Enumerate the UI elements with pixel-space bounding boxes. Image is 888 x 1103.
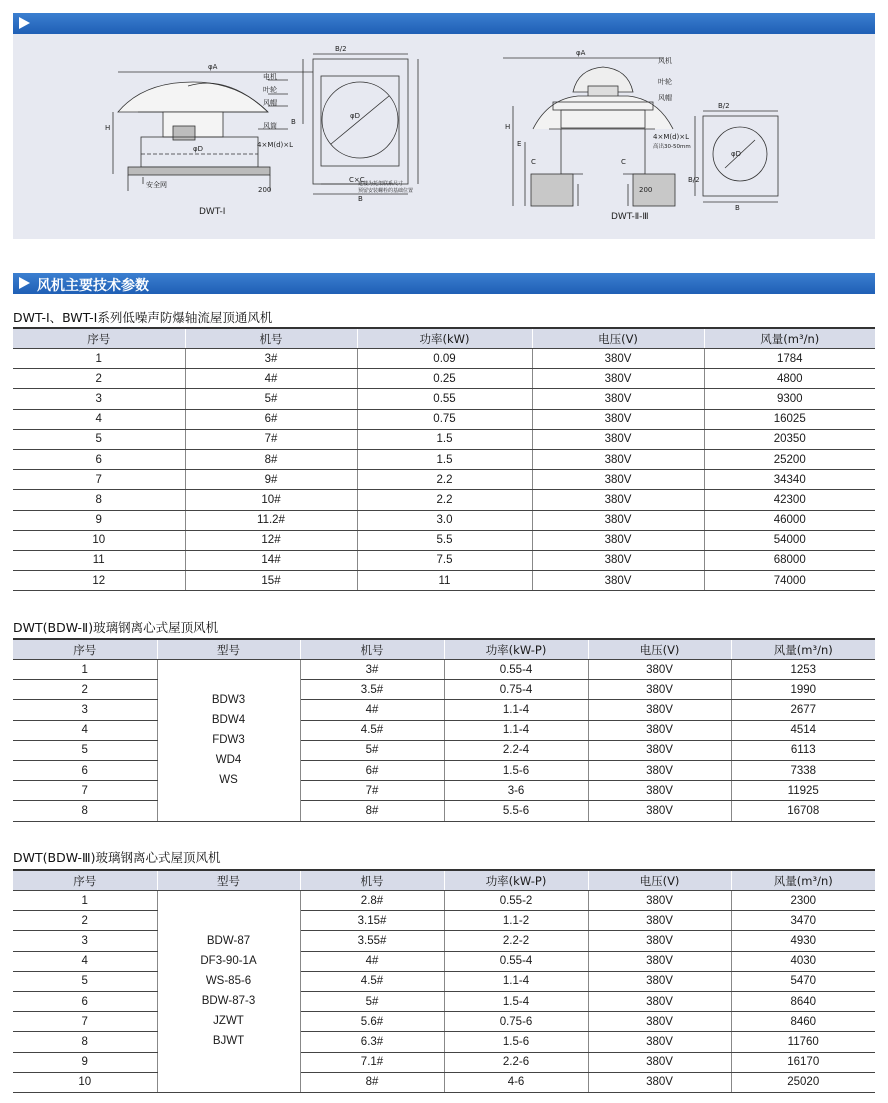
table-row <box>13 1072 875 1092</box>
cell-power: 2.2 <box>357 470 532 490</box>
cell-airflow: 7338 <box>731 760 875 780</box>
cell-power: 1.5-6 <box>444 1032 588 1052</box>
dim-label: φD <box>350 112 361 120</box>
spec-table-dwt1 <box>13 327 875 591</box>
fan-drawing-panel <box>13 34 875 239</box>
cell-power: 0.55 <box>357 389 532 409</box>
cell-power: 0.75-6 <box>444 1012 588 1032</box>
cell-machine-no: 4.5# <box>300 720 444 740</box>
table-row <box>13 781 875 801</box>
section-heading: 风机主要技术参数 <box>37 278 149 294</box>
dim-label: C <box>531 158 536 166</box>
dim-label: B/2 <box>335 45 347 53</box>
drawing-caption-right: DWT-Ⅱ-Ⅲ <box>611 212 649 222</box>
model-name: WD4 <box>215 754 242 767</box>
cell-voltage: 380V <box>588 1032 731 1052</box>
column-header: 机号 <box>300 639 444 660</box>
cell-power: 0.55-4 <box>444 660 588 680</box>
cell-index: 7 <box>13 781 157 801</box>
cell-voltage: 380V <box>532 530 704 550</box>
cell-index: 7 <box>13 1012 157 1032</box>
cell-voltage: 380V <box>532 389 704 409</box>
table-title: DWT-Ⅰ、BWT-Ⅰ系列低噪声防爆轴流屋顶通风机 <box>13 310 273 325</box>
cell-machine-no: 5# <box>185 389 357 409</box>
model-name: JZWT <box>213 1015 244 1028</box>
cell-index: 2 <box>13 911 157 931</box>
cell-voltage: 380V <box>532 349 704 369</box>
cell-power: 1.5-4 <box>444 991 588 1011</box>
dim-label: 4×M(d)×L <box>653 133 690 141</box>
cell-index: 8 <box>13 801 157 821</box>
cell-machine-no: 15# <box>185 571 357 591</box>
cell-index: 6 <box>13 760 157 780</box>
dim-label: 200 <box>258 186 272 194</box>
cell-voltage: 380V <box>588 760 731 780</box>
cell-airflow: 11925 <box>731 781 875 801</box>
cell-index: 7 <box>13 470 185 490</box>
column-header: 序号 <box>13 328 185 349</box>
dim-label: B <box>291 118 296 126</box>
column-header: 电压(V) <box>588 639 731 660</box>
dim-label: B <box>358 195 363 203</box>
cell-model-list <box>157 891 300 1093</box>
cell-voltage: 380V <box>588 1012 731 1032</box>
part-label-impeller: 叶轮 <box>263 86 277 94</box>
cell-machine-no: 5# <box>300 740 444 760</box>
table-row <box>13 991 875 1011</box>
cell-machine-no: 3.15# <box>300 911 444 931</box>
cell-machine-no: 4# <box>185 369 357 389</box>
cell-index: 4 <box>13 951 157 971</box>
play-arrow-icon <box>19 277 30 289</box>
cell-index: 1 <box>13 349 185 369</box>
cell-airflow: 25020 <box>731 1072 875 1092</box>
cell-machine-no: 11.2# <box>185 510 357 530</box>
cell-machine-no: 2.8# <box>300 891 444 911</box>
table-title: DWT(BDW-Ⅱ)玻璃钢离心式屋顶风机 <box>13 620 219 635</box>
cell-airflow: 74000 <box>704 571 875 591</box>
table-row <box>13 349 875 369</box>
cell-index: 3 <box>13 931 157 951</box>
table-row <box>13 911 875 931</box>
table-row <box>13 470 875 490</box>
column-header: 风量(m³/n) <box>731 639 875 660</box>
cell-airflow: 6113 <box>731 740 875 760</box>
column-header: 型号 <box>157 870 300 891</box>
table-row <box>13 571 875 591</box>
cell-airflow: 5470 <box>731 971 875 991</box>
cell-index: 5 <box>13 740 157 760</box>
cell-power: 1.1-4 <box>444 720 588 740</box>
dim-label: B/2 <box>718 102 730 110</box>
cell-machine-no: 12# <box>185 530 357 550</box>
cell-index: 10 <box>13 530 185 550</box>
column-header: 序号 <box>13 870 157 891</box>
cell-index: 3 <box>13 700 157 720</box>
model-name: BDW3 <box>211 694 246 707</box>
column-header: 风量(m³/n) <box>704 328 875 349</box>
cell-airflow: 4030 <box>731 951 875 971</box>
cell-power: 0.25 <box>357 369 532 389</box>
model-name: WS <box>219 774 238 787</box>
table-row <box>13 951 875 971</box>
cell-index: 9 <box>13 1052 157 1072</box>
cell-machine-no: 4.5# <box>300 971 444 991</box>
cell-power: 5.5 <box>357 530 532 550</box>
cell-airflow: 1990 <box>731 680 875 700</box>
part-label-duct: 风筒 <box>263 122 277 130</box>
cell-machine-no: 5# <box>300 991 444 1011</box>
cell-power: 1.1-4 <box>444 971 588 991</box>
cell-machine-no: 6# <box>300 760 444 780</box>
cell-airflow: 4800 <box>704 369 875 389</box>
cell-machine-no: 7# <box>300 781 444 801</box>
cell-index: 2 <box>13 680 157 700</box>
dim-label: 4×M(d)×L <box>257 141 294 149</box>
cell-voltage: 380V <box>588 700 731 720</box>
table-row <box>13 429 875 449</box>
cell-airflow: 9300 <box>704 389 875 409</box>
model-name: BDW-87-3 <box>201 995 256 1008</box>
table-row <box>13 660 875 680</box>
cell-voltage: 380V <box>588 891 731 911</box>
model-name: BDW-87 <box>206 935 251 948</box>
cell-voltage: 380V <box>532 571 704 591</box>
cell-machine-no: 7.1# <box>300 1052 444 1072</box>
cell-power: 2.2 <box>357 490 532 510</box>
part-label-motor: 电机 <box>263 73 277 81</box>
table-row <box>13 740 875 760</box>
table-row <box>13 510 875 530</box>
cell-airflow: 1784 <box>704 349 875 369</box>
cell-power: 2.2-4 <box>444 740 588 760</box>
dim-label: φA <box>208 63 218 71</box>
dim-label: B/2 <box>688 176 700 184</box>
table-row <box>13 490 875 510</box>
cell-airflow: 46000 <box>704 510 875 530</box>
cell-voltage: 380V <box>588 991 731 1011</box>
cell-index: 2 <box>13 369 185 389</box>
part-label-impeller: 叶轮 <box>658 78 672 86</box>
cell-power: 5.5-6 <box>444 801 588 821</box>
cell-machine-no: 6# <box>185 409 357 429</box>
cell-machine-no: 7# <box>185 429 357 449</box>
play-arrow-icon <box>19 17 30 29</box>
cell-machine-no: 3# <box>185 349 357 369</box>
cell-power: 1.5 <box>357 449 532 469</box>
cell-machine-no: 4# <box>300 951 444 971</box>
cell-voltage: 380V <box>532 490 704 510</box>
cell-machine-no: 6.3# <box>300 1032 444 1052</box>
model-name: BDW4 <box>211 714 246 727</box>
dim-label: H <box>105 124 111 132</box>
cell-voltage: 380V <box>532 470 704 490</box>
cell-voltage: 380V <box>588 781 731 801</box>
cell-index: 8 <box>13 490 185 510</box>
cell-airflow: 16170 <box>731 1052 875 1072</box>
cell-index: 4 <box>13 720 157 740</box>
cell-index: 1 <box>13 660 157 680</box>
cell-power: 2.2-6 <box>444 1052 588 1072</box>
cell-airflow: 16708 <box>731 801 875 821</box>
model-name: BJWT <box>212 1035 245 1048</box>
cell-airflow: 42300 <box>704 490 875 510</box>
cell-power: 0.55-4 <box>444 951 588 971</box>
spec-table-bdw2 <box>13 638 875 822</box>
cell-airflow: 34340 <box>704 470 875 490</box>
column-header: 电压(V) <box>532 328 704 349</box>
table-row <box>13 1032 875 1052</box>
cell-voltage: 380V <box>588 680 731 700</box>
cell-index: 4 <box>13 409 185 429</box>
cell-voltage: 380V <box>588 801 731 821</box>
cell-machine-no: 3.5# <box>300 680 444 700</box>
cell-index: 6 <box>13 449 185 469</box>
note-label: 高出30-50mm <box>653 144 691 150</box>
note-label: 预留安装螺栓的基础位置 <box>358 188 414 194</box>
cell-airflow: 16025 <box>704 409 875 429</box>
cell-power: 7.5 <box>357 550 532 570</box>
table-row <box>13 760 875 780</box>
cell-machine-no: 14# <box>185 550 357 570</box>
cell-voltage: 380V <box>588 1072 731 1092</box>
cell-power: 1.5-6 <box>444 760 588 780</box>
part-label-fan: 风机 <box>658 57 672 65</box>
cell-index: 11 <box>13 550 185 570</box>
table-row <box>13 369 875 389</box>
table-row <box>13 720 875 740</box>
dim-label: φA <box>576 49 586 57</box>
cell-power: 1.1-4 <box>444 700 588 720</box>
cell-airflow: 1253 <box>731 660 875 680</box>
cell-index: 5 <box>13 429 185 449</box>
cell-voltage: 380V <box>588 951 731 971</box>
cell-airflow: 20350 <box>704 429 875 449</box>
cell-airflow: 54000 <box>704 530 875 550</box>
table-row <box>13 1052 875 1072</box>
dim-label: φD <box>731 150 742 158</box>
dim-label: E <box>517 140 522 148</box>
table-row <box>13 530 875 550</box>
table-title: DWT(BDW-Ⅲ)玻璃钢离心式屋顶风机 <box>13 850 221 865</box>
cell-voltage: 380V <box>532 369 704 389</box>
dim-label: C <box>621 158 626 166</box>
part-label-hood: 风帽 <box>658 94 672 102</box>
table-row <box>13 700 875 720</box>
cell-airflow: 4930 <box>731 931 875 951</box>
cell-index: 12 <box>13 571 185 591</box>
cell-airflow: 68000 <box>704 550 875 570</box>
cell-machine-no: 8# <box>300 1072 444 1092</box>
cell-machine-no: 5.6# <box>300 1012 444 1032</box>
top-banner <box>13 13 875 34</box>
cell-airflow: 11760 <box>731 1032 875 1052</box>
cell-power: 1.5 <box>357 429 532 449</box>
cell-voltage: 380V <box>588 740 731 760</box>
cell-voltage: 380V <box>532 409 704 429</box>
cell-power: 1.1-2 <box>444 911 588 931</box>
table-row <box>13 891 875 911</box>
cell-power: 2.2-2 <box>444 931 588 951</box>
column-header: 机号 <box>300 870 444 891</box>
cell-airflow: 8640 <box>731 991 875 1011</box>
table-row <box>13 449 875 469</box>
model-name: FDW3 <box>212 734 245 747</box>
table-row <box>13 971 875 991</box>
cell-voltage: 380V <box>588 660 731 680</box>
cell-machine-no: 8# <box>185 449 357 469</box>
cell-machine-no: 10# <box>185 490 357 510</box>
cell-airflow: 8460 <box>731 1012 875 1032</box>
dim-label: H <box>505 123 511 131</box>
cell-power: 3.0 <box>357 510 532 530</box>
table-row <box>13 931 875 951</box>
table-row <box>13 389 875 409</box>
cell-voltage: 380V <box>588 720 731 740</box>
cell-power: 11 <box>357 571 532 591</box>
column-header: 电压(V) <box>588 870 731 891</box>
cell-power: 0.55-2 <box>444 891 588 911</box>
fan-dimension-drawings <box>13 34 875 239</box>
cell-airflow: 2300 <box>731 891 875 911</box>
dim-label: 200 <box>639 186 653 194</box>
cell-power: 0.75 <box>357 409 532 429</box>
cell-index: 6 <box>13 991 157 1011</box>
table-row <box>13 409 875 429</box>
cell-power: 3-6 <box>444 781 588 801</box>
drawing-caption-left: DWT-Ⅰ <box>199 207 226 217</box>
dim-label: B <box>735 204 740 212</box>
cell-power: 0.75-4 <box>444 680 588 700</box>
part-label-safety-net: 安全网 <box>146 181 167 189</box>
cell-voltage: 380V <box>588 971 731 991</box>
cell-voltage: 380V <box>532 550 704 570</box>
cell-voltage: 380V <box>588 911 731 931</box>
cell-model-list <box>157 660 300 822</box>
dim-label: φD <box>193 145 204 153</box>
table-row <box>13 550 875 570</box>
cell-airflow: 2677 <box>731 700 875 720</box>
table-row <box>13 680 875 700</box>
cell-voltage: 380V <box>588 931 731 951</box>
cell-voltage: 380V <box>588 1052 731 1072</box>
cell-airflow: 4514 <box>731 720 875 740</box>
model-name: WS-85-6 <box>205 975 252 988</box>
cell-voltage: 380V <box>532 429 704 449</box>
model-name: DF3-90-1A <box>200 955 257 968</box>
cell-index: 5 <box>13 971 157 991</box>
cell-index: 9 <box>13 510 185 530</box>
cell-machine-no: 9# <box>185 470 357 490</box>
cell-voltage: 380V <box>532 510 704 530</box>
cell-index: 1 <box>13 891 157 911</box>
cell-airflow: 25200 <box>704 449 875 469</box>
cell-power: 4-6 <box>444 1072 588 1092</box>
table-row <box>13 1012 875 1032</box>
cell-machine-no: 3.55# <box>300 931 444 951</box>
cell-power: 0.09 <box>357 349 532 369</box>
part-label-hood: 风帽 <box>263 99 277 107</box>
column-header: 序号 <box>13 639 157 660</box>
cell-machine-no: 8# <box>300 801 444 821</box>
cell-index: 8 <box>13 1032 157 1052</box>
spec-table-bdw3 <box>13 869 875 1093</box>
column-header: 功率(kW) <box>357 328 532 349</box>
column-header: 机号 <box>185 328 357 349</box>
cell-index: 10 <box>13 1072 157 1092</box>
column-header: 功率(kW-P) <box>444 639 588 660</box>
section-banner <box>13 273 875 294</box>
cell-voltage: 380V <box>532 449 704 469</box>
cell-index: 3 <box>13 389 185 409</box>
cell-machine-no: 4# <box>300 700 444 720</box>
table-row <box>13 801 875 821</box>
column-header: 风量(m³/n) <box>731 870 875 891</box>
note-label: 遮楼为托架联系尺寸 <box>358 181 404 187</box>
cell-airflow: 3470 <box>731 911 875 931</box>
column-header: 功率(kW-P) <box>444 870 588 891</box>
dim-label: C×C <box>349 176 365 184</box>
column-header: 型号 <box>157 639 300 660</box>
cell-machine-no: 3# <box>300 660 444 680</box>
